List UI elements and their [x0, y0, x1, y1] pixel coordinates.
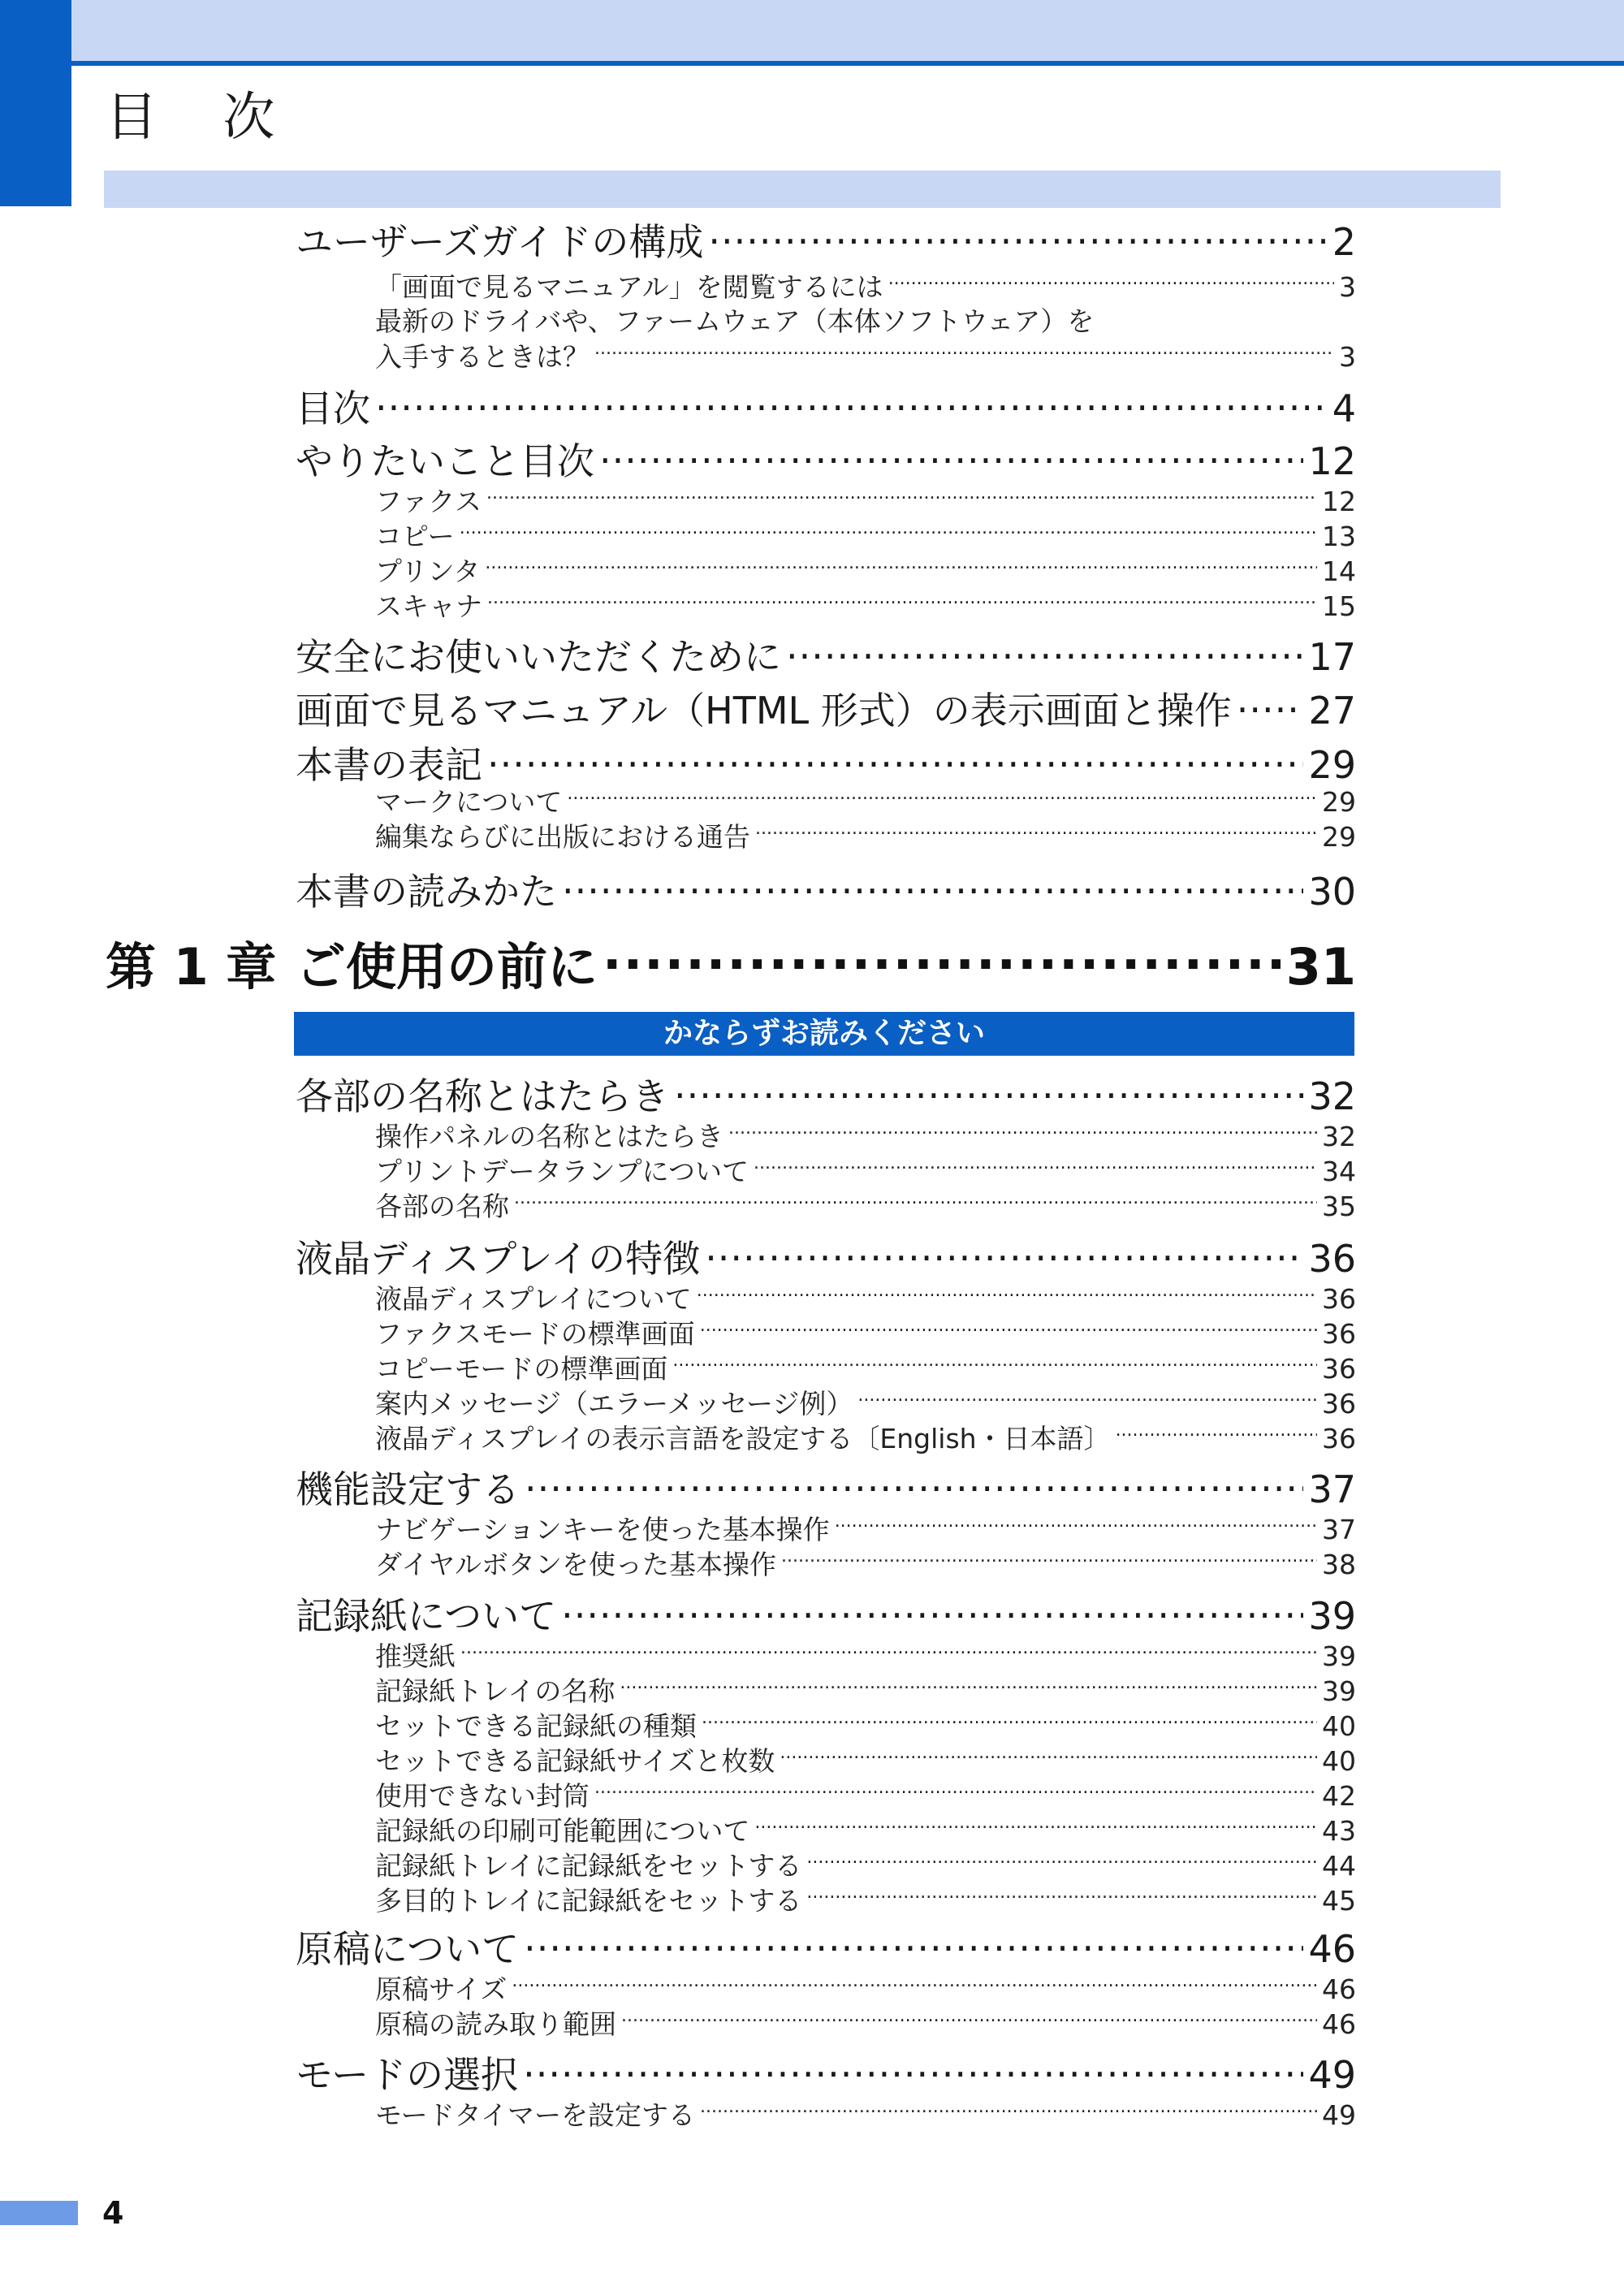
- toc-entry-title: 多目的トレイに記録紙をセットする: [375, 1885, 802, 1917]
- toc-entry[interactable]: [296, 741, 1356, 789]
- toc-entry-page: 4: [1332, 387, 1356, 430]
- toc-entry[interactable]: [296, 867, 1356, 916]
- toc-entry-page: 34: [1322, 1156, 1356, 1187]
- toc-entry-page: 13: [1322, 521, 1356, 552]
- toc-entry-title: モードタイマーを設定する: [375, 2099, 696, 2131]
- toc-subentry[interactable]: [375, 1386, 1356, 1421]
- toc-subentry[interactable]: [375, 1351, 1356, 1386]
- dot-leader: [888, 270, 1334, 296]
- toc-entry-page: 12: [1322, 486, 1356, 517]
- dot-leader: [835, 1512, 1317, 1539]
- toc-entry-page: 46: [1322, 1973, 1356, 2005]
- dot-leader: [594, 1779, 1317, 1805]
- dot-leader: [375, 384, 1328, 421]
- dot-leader: [562, 867, 1303, 905]
- toc-entry-page: 27: [1308, 689, 1356, 733]
- dot-leader: [561, 1592, 1303, 1629]
- toc-entry-page: 29: [1322, 786, 1356, 818]
- toc-entry-page: 36: [1322, 1388, 1356, 1420]
- toc-entry-title: スキャナ: [375, 590, 482, 622]
- toc-entry-title: マークについて: [375, 786, 563, 818]
- toc-subentry[interactable]: [375, 270, 1356, 305]
- dot-leader: [786, 633, 1303, 670]
- toc-entry-page: 45: [1322, 1885, 1356, 1917]
- dot-leader: [599, 437, 1303, 474]
- toc-entry-title: プリントデータランプについて: [375, 1156, 749, 1187]
- toc-subentry[interactable]: [375, 1512, 1356, 1547]
- dot-leader: [754, 1154, 1317, 1181]
- toc-entry-title: 目次: [296, 387, 370, 430]
- toc-entry-title: 使用できない封筒: [375, 1780, 590, 1812]
- chapter-label: 第 1 章: [106, 937, 277, 996]
- dot-leader: [486, 484, 1317, 511]
- toc-subentry[interactable]: [375, 1421, 1356, 1456]
- dot-leader: [672, 1351, 1317, 1378]
- toc-entry[interactable]: [296, 1072, 1356, 1121]
- toc-entry-title: 各部の名称とはたらき: [296, 1074, 669, 1118]
- dot-leader: [567, 784, 1317, 811]
- toc-subentry[interactable]: 最新のドライバや、ファームウェア（本体ソフトウェア）を: [375, 305, 1095, 337]
- toc-entry-page: 12: [1308, 439, 1356, 483]
- toc-entry-title: 操作パネルの名称とはたらき: [375, 1121, 723, 1152]
- toc-entry-page: 42: [1322, 1780, 1356, 1812]
- toc-entry-title: 記録紙について: [296, 1594, 557, 1638]
- toc-entry[interactable]: [296, 2051, 1356, 2099]
- toc-entry-title: プリンタ: [375, 555, 481, 587]
- toc-entry-title: 推奨紙: [375, 1640, 456, 1672]
- toc-entry-title: 入手するときは？: [375, 341, 590, 373]
- dot-leader: [460, 519, 1317, 546]
- toc-entry-page: 3: [1339, 341, 1356, 373]
- footer-tab: [0, 2201, 78, 2225]
- toc-entry[interactable]: [296, 1234, 1356, 1283]
- toc-entry-title: 「画面で見るマニュアル」を閲覧するには: [375, 271, 883, 303]
- toc-subentry[interactable]: [375, 819, 1356, 854]
- toc-entry-title: セットできる記録紙の種類: [375, 1710, 697, 1742]
- dot-leader: [460, 1639, 1317, 1666]
- toc-entry-page: 39: [1322, 1640, 1356, 1672]
- toc-entry-page: 36: [1308, 1237, 1356, 1281]
- toc-entry-page: 17: [1308, 635, 1356, 679]
- toc-entry[interactable]: [296, 1465, 1356, 1514]
- toc-entry-title: 本書の表記: [296, 743, 482, 787]
- toc-entry-page: 46: [1322, 2008, 1356, 2040]
- dot-leader: [1237, 686, 1304, 724]
- toc-subentry[interactable]: [375, 554, 1356, 589]
- toc-subentry[interactable]: [375, 2007, 1356, 2042]
- toc-entry-title: 機能設定する: [296, 1467, 520, 1511]
- toc-entry-page: 49: [1308, 2053, 1356, 2097]
- toc-entry-page: 38: [1322, 1549, 1356, 1580]
- toc-subentry[interactable]: [375, 1848, 1356, 1883]
- must-read-banner: かならずお読みください: [294, 1012, 1354, 1056]
- toc-entry-title: 原稿サイズ: [375, 1973, 508, 2005]
- toc-entry[interactable]: [296, 218, 1356, 266]
- toc-entry-title: 案内メッセージ（エラーメッセージ例）: [375, 1388, 853, 1420]
- toc-entry-page: 46: [1308, 1927, 1356, 1971]
- dot-leader: [514, 1189, 1317, 1216]
- toc-entry-title: ファクスモードの標準画面: [375, 1318, 695, 1350]
- toc-entry[interactable]: [296, 437, 1356, 486]
- dot-leader: [485, 554, 1317, 581]
- page-number: 4: [102, 2195, 124, 2231]
- toc-entry-title: 編集ならびに出版における通告: [375, 821, 750, 853]
- dot-leader: [780, 1744, 1317, 1770]
- toc-entry-page: 40: [1322, 1710, 1356, 1742]
- toc-subentry[interactable]: [375, 1547, 1356, 1582]
- toc-entry-page: 2: [1332, 220, 1356, 264]
- toc-entry[interactable]: [296, 633, 1356, 681]
- toc-subentry[interactable]: [375, 2098, 1356, 2133]
- toc-entry-title: 本書の読みかた: [296, 870, 557, 914]
- dot-leader: [523, 2051, 1303, 2088]
- dot-leader: [700, 2098, 1317, 2124]
- toc-subentry[interactable]: [375, 484, 1356, 519]
- dot-leader: [702, 1709, 1317, 1735]
- dot-leader: [621, 2007, 1317, 2034]
- dot-leader: [700, 1316, 1317, 1343]
- toc-entry-page: 35: [1322, 1191, 1356, 1222]
- toc-entry-page: 36: [1322, 1423, 1356, 1454]
- toc-entry-title: 記録紙の印刷可能範囲について: [375, 1815, 750, 1847]
- dot-leader: [1116, 1421, 1317, 1448]
- toc-entry-page: 37: [1308, 1467, 1356, 1511]
- toc-entry-title: ファクス: [375, 486, 482, 517]
- toc-entry-page: 37: [1322, 1514, 1356, 1545]
- toc-subentry[interactable]: [375, 1639, 1356, 1674]
- toc-subentry[interactable]: [375, 784, 1356, 819]
- toc-entry-page: 14: [1322, 555, 1356, 587]
- dot-leader: [806, 1883, 1317, 1910]
- toc-subentry[interactable]: [375, 1709, 1356, 1744]
- toc-entry-title: 記録紙トレイの名称: [375, 1675, 615, 1707]
- toc-entry-page: 39: [1322, 1675, 1356, 1707]
- toc-entry-page: 36: [1322, 1318, 1356, 1350]
- toc-entry-title: やりたいこと目次: [296, 439, 594, 483]
- toc-entry-title: 原稿について: [296, 1927, 520, 1971]
- toc-entry-title: 記録紙トレイに記録紙をセットする: [375, 1850, 802, 1882]
- toc-subentry[interactable]: [375, 1119, 1356, 1154]
- toc-subentry[interactable]: [375, 1883, 1356, 1918]
- toc-entry-page: 29: [1322, 821, 1356, 853]
- chapter-heading[interactable]: [106, 934, 1356, 1000]
- toc-entry-title: ダイヤルボタンを使った基本操作: [375, 1549, 777, 1580]
- toc-subentry[interactable]: [375, 519, 1356, 554]
- dot-leader: [755, 819, 1317, 846]
- toc-entry-title: セットできる記録紙サイズと枚数: [375, 1745, 775, 1777]
- dot-leader: [620, 1674, 1317, 1701]
- dot-leader: [697, 1281, 1317, 1308]
- toc-entry-page: 29: [1308, 743, 1356, 787]
- toc-entry-title: 液晶ディスプレイの表示言語を設定する〔English・日本語〕: [375, 1423, 1111, 1454]
- dot-leader: [524, 1925, 1303, 1962]
- toc-entry-title: ユーザーズガイドの構成: [296, 220, 704, 264]
- toc-subentry[interactable]: [375, 1779, 1356, 1813]
- toc-subentry[interactable]: [375, 1674, 1356, 1709]
- dot-leader: [594, 339, 1334, 366]
- toc-entry-title: ナビゲーションキーを使った基本操作: [375, 1514, 830, 1545]
- toc-entry[interactable]: [296, 384, 1356, 433]
- toc-entry-title: 画面で見るマニュアル（HTML 形式）の表示画面と操作: [296, 689, 1232, 733]
- page-title: 目 次: [106, 88, 300, 148]
- toc-subentry[interactable]: [375, 1972, 1356, 2007]
- toc-subentry[interactable]: [375, 1813, 1356, 1848]
- chapter-page: 31: [1285, 937, 1356, 996]
- toc-entry-page: 36: [1322, 1353, 1356, 1385]
- toc-subentry[interactable]: [375, 339, 1356, 374]
- toc-entry-page: 30: [1308, 870, 1356, 914]
- toc-entry-page: 44: [1322, 1850, 1356, 1882]
- toc-entry-page: 32: [1308, 1074, 1356, 1118]
- dot-leader: [603, 934, 1281, 984]
- dot-leader: [525, 1465, 1303, 1502]
- toc-entry-title: 液晶ディスプレイについて: [375, 1283, 692, 1315]
- toc-entry-page: 36: [1322, 1283, 1356, 1315]
- dot-leader: [806, 1848, 1317, 1875]
- dot-leader: [487, 741, 1303, 778]
- dot-leader: [705, 1234, 1303, 1272]
- dot-leader: [728, 1119, 1317, 1146]
- dot-leader: [754, 1813, 1317, 1840]
- toc-subentry[interactable]: [375, 1189, 1356, 1224]
- dot-leader: [708, 218, 1327, 255]
- toc-entry-page: 43: [1322, 1815, 1356, 1847]
- toc-entry-title: コピー: [375, 521, 455, 552]
- toc-entry-page: 32: [1322, 1121, 1356, 1152]
- toc-subentry[interactable]: [375, 1316, 1356, 1351]
- toc-entry-page: 39: [1308, 1594, 1356, 1638]
- toc-entry-title: 各部の名称: [375, 1191, 509, 1222]
- toc-entry[interactable]: [296, 1925, 1356, 1973]
- toc-subentry[interactable]: [375, 589, 1356, 624]
- toc-subentry[interactable]: [375, 1744, 1356, 1779]
- toc-entry-page: 49: [1322, 2099, 1356, 2131]
- dot-leader: [781, 1547, 1317, 1574]
- toc-entry[interactable]: [296, 686, 1356, 735]
- toc-subentry[interactable]: [375, 1281, 1356, 1316]
- dot-leader: [512, 1972, 1317, 1999]
- toc-subentry[interactable]: [375, 1154, 1356, 1189]
- toc-entry-page: 3: [1339, 271, 1356, 303]
- toc-entry-title: モードの選択: [296, 2053, 519, 2097]
- chapter-title: ご使用の前に: [296, 937, 598, 996]
- dot-leader: [857, 1386, 1317, 1413]
- toc-entry[interactable]: [296, 1592, 1356, 1640]
- toc-entry-title: 安全にお使いいただくために: [296, 635, 781, 679]
- toc-entry-page: 15: [1322, 590, 1356, 622]
- toc-entry-title: コピーモードの標準画面: [375, 1353, 668, 1385]
- dot-leader: [674, 1072, 1303, 1109]
- toc-entry-title: 原稿の読み取り範囲: [375, 2008, 616, 2040]
- dot-leader: [487, 589, 1317, 616]
- toc-entry-title: 液晶ディスプレイの特徴: [296, 1237, 701, 1281]
- toc-entry-page: 40: [1322, 1745, 1356, 1777]
